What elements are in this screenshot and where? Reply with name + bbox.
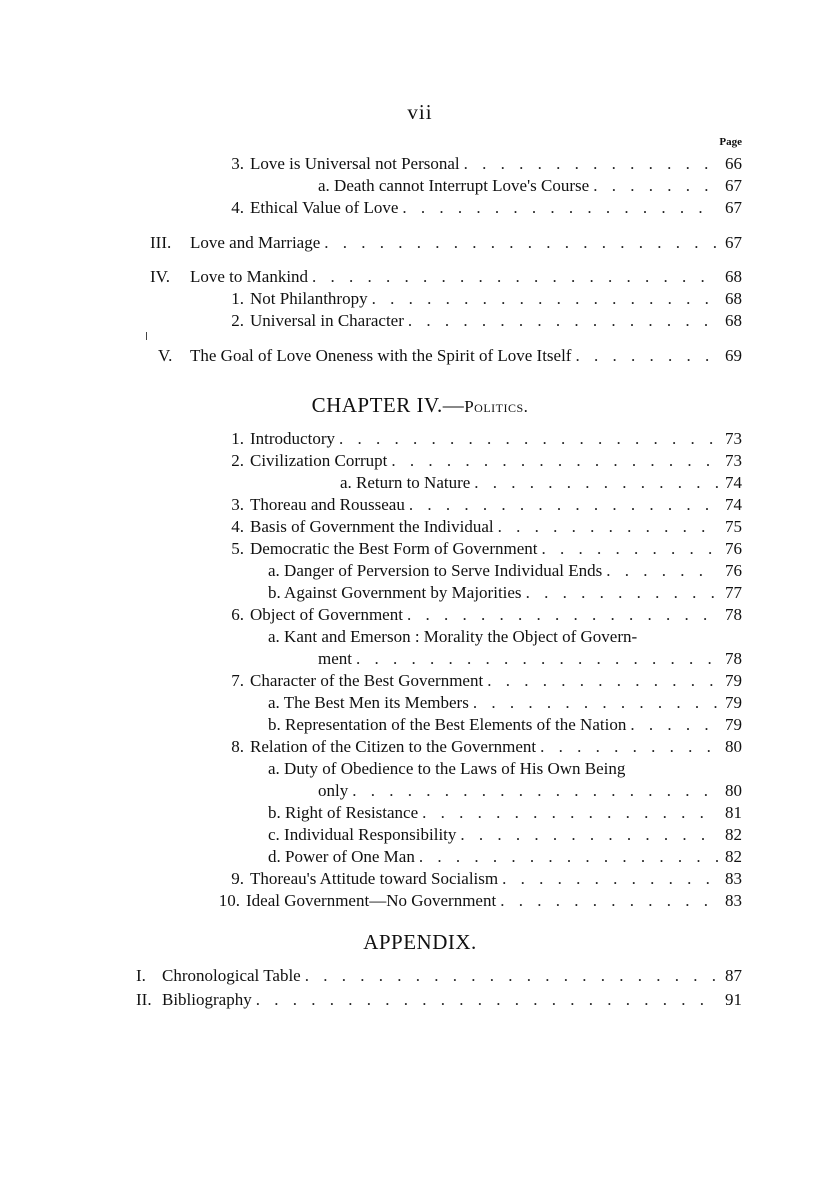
toc-entry-page: 79: [725, 671, 742, 690]
leader-dots: [407, 604, 718, 625]
toc-entry-number: IV.: [150, 267, 170, 286]
leader-dots: [606, 560, 718, 581]
toc-entry-title: Thoreau's Attitude toward Socialism: [250, 869, 499, 888]
chapter-heading-main: CHAPTER IV.—: [311, 393, 465, 417]
toc-entry-title: d. Power of One Man: [268, 847, 415, 866]
toc-entry: [222, 197, 742, 218]
toc-entry-page: 73: [725, 451, 742, 470]
toc-entry-number: 3.: [231, 495, 244, 514]
leader-dots: [460, 824, 718, 845]
chapter-heading: [0, 393, 840, 418]
stray-print-mark: [146, 332, 147, 340]
toc-entry: [318, 780, 742, 801]
toc-entry: [222, 868, 742, 889]
toc-entry-page: 77: [725, 583, 742, 602]
toc-entry-page: 82: [725, 825, 742, 844]
toc-entry: [222, 450, 742, 471]
toc-entry-page: 87: [725, 966, 742, 985]
toc-entry-title: a. Return to Nature: [340, 473, 471, 492]
toc-entry-page: 74: [725, 495, 742, 514]
toc-entry: [268, 560, 742, 581]
toc-entry-title: Basis of Government the Individual: [250, 517, 494, 536]
page-number: vii: [407, 100, 433, 124]
toc-entry-number: 2.: [231, 451, 244, 470]
leader-dots: [402, 197, 718, 218]
toc-entry-title: Ideal Government—No Government: [246, 891, 497, 910]
toc-entry-page: 66: [725, 154, 742, 173]
toc-entry: [222, 494, 742, 515]
toc-entry-title: Universal in Character: [250, 311, 404, 330]
leader-dots: [502, 868, 718, 889]
toc-entry-title: Chronological Table: [162, 966, 301, 985]
toc-entry-page: 67: [725, 233, 742, 252]
toc-entry: [150, 266, 742, 287]
toc-entry-number: 2.: [231, 311, 244, 330]
toc-entry-title: Object of Government: [250, 605, 403, 624]
toc-entry-number: II.: [136, 990, 152, 1009]
leader-dots: [256, 989, 718, 1010]
toc-entry-page: 68: [725, 311, 742, 330]
leader-dots: [409, 494, 718, 515]
toc-entry: [268, 846, 742, 867]
toc-entry-title: b. Against Government by Majorities: [268, 583, 522, 602]
toc-entry: [222, 428, 742, 449]
chapter-heading-smallcaps: Politics.: [464, 397, 529, 416]
leader-dots: [630, 714, 718, 735]
toc-entry: [268, 802, 742, 823]
leader-dots: [575, 345, 718, 366]
leader-dots: [542, 538, 718, 559]
toc-entry-title: Democratic the Best Form of Government: [250, 539, 538, 558]
toc-entry-page: 78: [725, 605, 742, 624]
toc-entry: [136, 965, 742, 986]
toc-entry: [222, 288, 742, 309]
toc-entry-title: Not Philanthropy: [250, 289, 368, 308]
toc-entry: [222, 310, 742, 331]
leader-dots: [464, 153, 718, 174]
leader-dots: [312, 266, 718, 287]
toc-entry-title: b. Right of Resistance: [268, 803, 419, 822]
toc-entry: [136, 989, 742, 1010]
toc-entry-number: 9.: [231, 869, 244, 888]
toc-entry: [150, 232, 742, 253]
toc-entry: [268, 714, 742, 735]
toc-entry-title: b. Representation of the Best Elements of the Nation: [268, 715, 627, 734]
leader-dots: [352, 780, 718, 801]
toc-entry-number: V.: [158, 346, 173, 365]
toc-entry: [318, 175, 742, 196]
leader-dots: [487, 670, 718, 691]
toc-entry-title: a. Death cannot Interrupt Love's Course: [318, 176, 590, 195]
toc-entry: [268, 626, 742, 647]
toc-entry-page: 76: [725, 561, 742, 580]
toc-entry-page: 67: [725, 198, 742, 217]
toc-entry-page: 79: [725, 715, 742, 734]
toc-entry: [222, 538, 742, 559]
leader-dots: [419, 846, 718, 867]
toc-entry-number: 8.: [231, 737, 244, 756]
toc-entry-number: 7.: [231, 671, 244, 690]
toc-entry: [268, 692, 742, 713]
toc-entry-page: 75: [725, 517, 742, 536]
toc-entry-page: 81: [725, 803, 742, 822]
toc-entry-title: Civilization Corrupt: [250, 451, 388, 470]
toc-entry: [212, 890, 742, 911]
toc-entry: [222, 670, 742, 691]
toc-entry-number: 10.: [218, 891, 240, 910]
toc-entry-number: 5.: [231, 539, 244, 558]
toc-entry: [222, 516, 742, 537]
toc-entry-title: Thoreau and Rousseau: [250, 495, 405, 514]
leader-dots: [305, 965, 718, 986]
toc-entry-title: only: [318, 781, 349, 800]
toc-entry-page: 78: [725, 649, 742, 668]
toc-entry-title: Love and Marriage: [190, 233, 321, 252]
leader-dots: [593, 175, 718, 196]
toc-entry-page: 73: [725, 429, 742, 448]
leader-dots: [372, 288, 718, 309]
leader-dots: [526, 582, 718, 603]
toc-entry-number: 4.: [231, 517, 244, 536]
leader-dots: [356, 648, 718, 669]
leader-dots: [540, 736, 718, 757]
toc-entry-number: I.: [136, 966, 146, 985]
leader-dots: [473, 692, 718, 713]
toc-entry-title: Character of the Best Government: [250, 671, 484, 690]
toc-entry-title: a. Duty of Obedience to the Laws of His Own Being: [268, 759, 626, 778]
appendix-heading: APPENDIX.: [363, 930, 477, 954]
toc-entry: [222, 604, 742, 625]
toc-entry-title: Bibliography: [162, 990, 252, 1009]
toc-entry-title: Love to Mankind: [190, 267, 309, 286]
toc-entry-page: 74: [725, 473, 742, 492]
toc-entry-number: 3.: [231, 154, 244, 173]
toc-entry-title: c. Individual Responsibility: [268, 825, 457, 844]
toc-entry-page: 80: [725, 781, 742, 800]
toc-entry-number: 6.: [231, 605, 244, 624]
leader-dots: [422, 802, 718, 823]
toc-entry-page: 68: [725, 267, 742, 286]
toc-entry: [268, 758, 742, 779]
toc-entry-page: 76: [725, 539, 742, 558]
toc-entry-title: Relation of the Citizen to the Government: [250, 737, 537, 756]
toc-entry: [222, 153, 742, 174]
toc-entry: [222, 736, 742, 757]
toc-entry-title: a. Kant and Emerson : Morality the Object of Govern-: [268, 627, 638, 646]
toc-entry-page: 68: [725, 289, 742, 308]
toc-entry-page: 83: [725, 891, 742, 910]
toc-entry-number: III.: [150, 233, 172, 252]
leader-dots: [498, 516, 718, 537]
leader-dots: [474, 472, 718, 493]
toc-entry-title: a. Danger of Perversion to Serve Individual Ends: [268, 561, 603, 580]
toc-entry-title: The Goal of Love Oneness with the Spirit of Love Itself: [190, 346, 572, 365]
leader-dots: [500, 890, 718, 911]
toc-entry-page: 83: [725, 869, 742, 888]
page-column-label: Page: [719, 136, 742, 148]
toc-entry-page: 69: [725, 346, 742, 365]
toc-entry-page: 67: [725, 176, 742, 195]
toc-entry: [268, 824, 742, 845]
toc-entry: [340, 472, 742, 493]
toc-entry-page: 91: [725, 990, 742, 1009]
toc-entry-page: 82: [725, 847, 742, 866]
toc-entry-number: 1.: [231, 429, 244, 448]
leader-dots: [324, 232, 718, 253]
toc-entry-title: ment: [318, 649, 352, 668]
toc-entry-number: 4.: [231, 198, 244, 217]
toc-entry: [158, 345, 742, 366]
toc-entry: [318, 648, 742, 669]
leader-dots: [391, 450, 718, 471]
leader-dots: [408, 310, 718, 331]
toc-entry-title: Love is Universal not Personal: [250, 154, 460, 173]
toc-entry-page: 79: [725, 693, 742, 712]
leader-dots: [339, 428, 718, 449]
toc-entry-number: 1.: [231, 289, 244, 308]
toc-entry-title: Introductory: [250, 429, 335, 448]
toc-entry-page: 80: [725, 737, 742, 756]
toc-entry-title: a. The Best Men its Members: [268, 693, 469, 712]
toc-entry-title: Ethical Value of Love: [250, 198, 399, 217]
toc-entry: [268, 582, 742, 603]
